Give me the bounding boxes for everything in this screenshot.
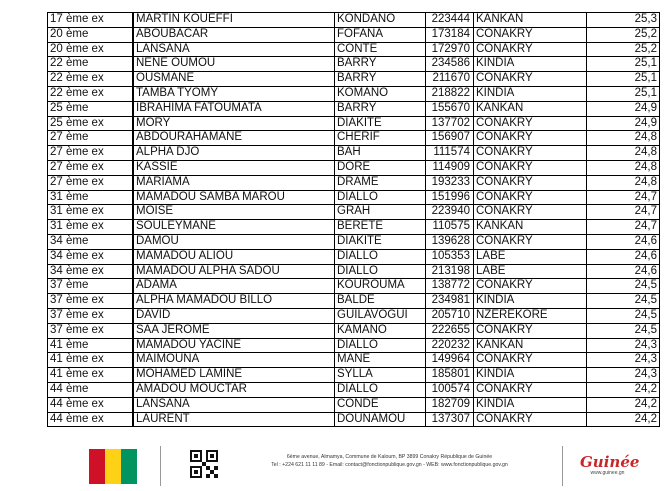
- rank-cell: 25 ème ex: [48, 116, 134, 131]
- id-cell: 139628: [426, 234, 474, 249]
- table-row: [48, 234, 660, 249]
- table-row: [48, 397, 660, 412]
- city-cell: KANKAN: [474, 338, 587, 353]
- last-name-cell: ABDOURAHAMANE: [133, 131, 335, 146]
- last-name-cell: MOISE: [133, 205, 335, 220]
- score-cell: 25,2: [587, 27, 660, 42]
- score-cell: 24,3: [587, 368, 660, 383]
- id-cell: 137307: [426, 412, 474, 427]
- score-cell: 24,6: [587, 234, 660, 249]
- first-name-cell: CONTE: [335, 42, 426, 57]
- last-name-cell: MAMADOU ALIOU: [133, 249, 335, 264]
- first-name-cell: DIAKITE: [335, 116, 426, 131]
- score-cell: 24,6: [587, 249, 660, 264]
- id-cell: 173184: [426, 27, 474, 42]
- last-name-cell: ABOUBACAR: [133, 27, 335, 42]
- footer-address: [232, 453, 547, 469]
- last-name-cell: LANSANA: [133, 42, 335, 57]
- first-name-cell: SYLLA: [335, 368, 426, 383]
- score-cell: 24,7: [587, 205, 660, 220]
- id-cell: 182709: [426, 397, 474, 412]
- score-cell: 24,8: [587, 175, 660, 190]
- last-name-cell: DAMOU: [133, 234, 335, 249]
- table-row: [48, 264, 660, 279]
- last-name-cell: DAVID: [133, 308, 335, 323]
- flag-stripe-green: [121, 449, 137, 484]
- score-cell: 24,3: [587, 353, 660, 368]
- score-cell: 24,8: [587, 160, 660, 175]
- first-name-cell: MANE: [335, 353, 426, 368]
- city-cell: CONAKRY: [474, 146, 587, 161]
- rank-cell: 34 ème ex: [48, 249, 134, 264]
- city-cell: KINDIA: [474, 397, 587, 412]
- city-cell: CONAKRY: [474, 27, 587, 42]
- score-cell: 24,5: [587, 279, 660, 294]
- first-name-cell: DIALLO: [335, 382, 426, 397]
- id-cell: 213198: [426, 264, 474, 279]
- last-name-cell: KASSIE: [133, 160, 335, 175]
- first-name-cell: CONDE: [335, 397, 426, 412]
- rank-cell: 25 ème: [48, 101, 134, 116]
- first-name-cell: DIAKITE: [335, 234, 426, 249]
- id-cell: 151996: [426, 190, 474, 205]
- score-cell: 25,3: [587, 13, 660, 28]
- city-cell: LABE: [474, 249, 587, 264]
- rank-cell: 41 ème ex: [48, 353, 134, 368]
- last-name-cell: AMADOU MOUCTAR: [133, 382, 335, 397]
- rank-cell: 37 ème ex: [48, 308, 134, 323]
- last-name-cell: NENE OUMOU: [133, 57, 335, 72]
- last-name-cell: MAMADOU YACINE: [133, 338, 335, 353]
- guinee-logo: [580, 453, 640, 477]
- score-cell: 24,5: [587, 323, 660, 338]
- table-row: [48, 190, 660, 205]
- city-cell: NZEREKORE: [474, 308, 587, 323]
- id-cell: 218822: [426, 86, 474, 101]
- score-cell: 24,2: [587, 412, 660, 427]
- rank-cell: 41 ème: [48, 338, 134, 353]
- id-cell: 211670: [426, 72, 474, 87]
- first-name-cell: DIALLO: [335, 190, 426, 205]
- first-name-cell: KOMANO: [335, 86, 426, 101]
- first-name-cell: DORE: [335, 160, 426, 175]
- table-row: [48, 42, 660, 57]
- rank-cell: 44 ème ex: [48, 412, 134, 427]
- first-name-cell: BARRY: [335, 72, 426, 87]
- first-name-cell: DIALLO: [335, 264, 426, 279]
- last-name-cell: MORY: [133, 116, 335, 131]
- city-cell: CONAKRY: [474, 323, 587, 338]
- logo-subtext: www.guinee.gn: [590, 470, 625, 476]
- city-cell: CONAKRY: [474, 42, 587, 57]
- rank-cell: 41 ème ex: [48, 368, 134, 383]
- score-cell: 24,3: [587, 338, 660, 353]
- first-name-cell: BAH: [335, 146, 426, 161]
- id-cell: 223444: [426, 13, 474, 28]
- city-cell: CONAKRY: [474, 175, 587, 190]
- footer-divider: [160, 446, 161, 486]
- table-row: [48, 131, 660, 146]
- first-name-cell: BALDE: [335, 294, 426, 309]
- id-cell: 137702: [426, 116, 474, 131]
- qr-code-icon: [190, 450, 218, 478]
- table-row: [48, 279, 660, 294]
- last-name-cell: LAURENT: [133, 412, 335, 427]
- last-name-cell: ALPHA MAMADOU BILLO: [133, 294, 335, 309]
- id-cell: 155670: [426, 101, 474, 116]
- city-cell: CONAKRY: [474, 190, 587, 205]
- id-cell: 193233: [426, 175, 474, 190]
- id-cell: 111574: [426, 146, 474, 161]
- score-cell: 24,6: [587, 264, 660, 279]
- id-cell: 222655: [426, 323, 474, 338]
- first-name-cell: GUILAVOGUI: [335, 308, 426, 323]
- first-name-cell: FOFANA: [335, 27, 426, 42]
- city-cell: CONAKRY: [474, 205, 587, 220]
- id-cell: 110575: [426, 220, 474, 235]
- flag-stripe-yellow: [105, 449, 121, 484]
- rank-cell: 20 ème ex: [48, 42, 134, 57]
- first-name-cell: DRAME: [335, 175, 426, 190]
- first-name-cell: KOUROUMA: [335, 279, 426, 294]
- first-name-cell: DOUNAMOU: [335, 412, 426, 427]
- last-name-cell: MOHAMED LAMINE: [133, 368, 335, 383]
- table-row: [48, 382, 660, 397]
- last-name-cell: ALPHA DJO: [133, 146, 335, 161]
- footer-divider: [562, 446, 563, 486]
- last-name-cell: MARIAMA: [133, 175, 335, 190]
- city-cell: KANKAN: [474, 101, 587, 116]
- city-cell: CONAKRY: [474, 353, 587, 368]
- rank-cell: 31 ème ex: [48, 220, 134, 235]
- first-name-cell: BARRY: [335, 101, 426, 116]
- id-cell: 105353: [426, 249, 474, 264]
- city-cell: KANKAN: [474, 13, 587, 28]
- city-cell: KINDIA: [474, 368, 587, 383]
- rank-cell: 44 ème: [48, 382, 134, 397]
- score-cell: 24,5: [587, 294, 660, 309]
- rank-cell: 27 ème: [48, 131, 134, 146]
- results-table-body: [48, 13, 660, 427]
- rank-cell: 22 ème ex: [48, 72, 134, 87]
- first-name-cell: BERETE: [335, 220, 426, 235]
- table-row: [48, 13, 660, 28]
- city-cell: CONAKRY: [474, 131, 587, 146]
- logo-text: Guinée: [580, 453, 640, 471]
- address-line-2: Tel : +224 621 11 11 89 - Email: contact@fonctionpublique.gov.gn - WEB: www.fonctionpublique.gov.gn: [271, 462, 508, 468]
- id-cell: 149964: [426, 353, 474, 368]
- table-row: [48, 368, 660, 383]
- rank-cell: 17 ème ex: [48, 13, 134, 28]
- table-row: [48, 338, 660, 353]
- city-cell: CONAKRY: [474, 116, 587, 131]
- city-cell: CONAKRY: [474, 234, 587, 249]
- flag-stripe-red: [89, 449, 105, 484]
- table-row: [48, 101, 660, 116]
- rank-cell: 44 ème ex: [48, 397, 134, 412]
- score-cell: 24,7: [587, 220, 660, 235]
- rank-cell: 37 ème: [48, 279, 134, 294]
- results-table: [47, 12, 660, 427]
- rank-cell: 37 ème ex: [48, 294, 134, 309]
- table-row: [48, 249, 660, 264]
- score-cell: 25,1: [587, 57, 660, 72]
- id-cell: 205710: [426, 308, 474, 323]
- first-name-cell: KONDANO: [335, 13, 426, 28]
- rank-cell: 34 ème: [48, 234, 134, 249]
- id-cell: 220232: [426, 338, 474, 353]
- table-row: [48, 220, 660, 235]
- id-cell: 223940: [426, 205, 474, 220]
- rank-cell: 34 ème ex: [48, 264, 134, 279]
- rank-cell: 20 ème: [48, 27, 134, 42]
- last-name-cell: ADAMA: [133, 279, 335, 294]
- first-name-cell: GRAH: [335, 205, 426, 220]
- score-cell: 24,2: [587, 382, 660, 397]
- rank-cell: 27 ème ex: [48, 146, 134, 161]
- table-row: [48, 353, 660, 368]
- table-row: [48, 308, 660, 323]
- city-cell: KANKAN: [474, 220, 587, 235]
- rank-cell: 37 ème ex: [48, 323, 134, 338]
- id-cell: 138772: [426, 279, 474, 294]
- table-row: [48, 412, 660, 427]
- score-cell: 24,9: [587, 101, 660, 116]
- first-name-cell: BARRY: [335, 57, 426, 72]
- guinea-flag-icon: [89, 449, 137, 484]
- city-cell: KINDIA: [474, 294, 587, 309]
- table-row: [48, 72, 660, 87]
- table-row: [48, 86, 660, 101]
- table-row: [48, 160, 660, 175]
- city-cell: CONAKRY: [474, 279, 587, 294]
- table-row: [48, 27, 660, 42]
- first-name-cell: KAMANO: [335, 323, 426, 338]
- city-cell: CONAKRY: [474, 382, 587, 397]
- id-cell: 100574: [426, 382, 474, 397]
- table-row: [48, 146, 660, 161]
- first-name-cell: DIALLO: [335, 249, 426, 264]
- city-cell: CONAKRY: [474, 412, 587, 427]
- table-row: [48, 57, 660, 72]
- last-name-cell: SOULEYMANE: [133, 220, 335, 235]
- id-cell: 114909: [426, 160, 474, 175]
- last-name-cell: SAA JEROME: [133, 323, 335, 338]
- last-name-cell: MAIMOUNA: [133, 353, 335, 368]
- score-cell: 24,8: [587, 146, 660, 161]
- id-cell: 234981: [426, 294, 474, 309]
- rank-cell: 27 ème ex: [48, 175, 134, 190]
- rank-cell: 22 ème ex: [48, 86, 134, 101]
- score-cell: 24,7: [587, 190, 660, 205]
- last-name-cell: TAMBA TYOMY: [133, 86, 335, 101]
- city-cell: CONAKRY: [474, 72, 587, 87]
- score-cell: 25,1: [587, 86, 660, 101]
- first-name-cell: CHERIF: [335, 131, 426, 146]
- rank-cell: 22 ème: [48, 57, 134, 72]
- city-cell: KINDIA: [474, 86, 587, 101]
- last-name-cell: MAMADOU ALPHA SADOU: [133, 264, 335, 279]
- score-cell: 25,1: [587, 72, 660, 87]
- last-name-cell: OUSMANE: [133, 72, 335, 87]
- first-name-cell: DIALLO: [335, 338, 426, 353]
- score-cell: 24,9: [587, 116, 660, 131]
- score-cell: 24,2: [587, 397, 660, 412]
- table-row: [48, 323, 660, 338]
- page-footer: [0, 440, 668, 491]
- table-row: [48, 175, 660, 190]
- rank-cell: 31 ème: [48, 190, 134, 205]
- address-line-1: 6ème avenue, Almamya, Commune de Kaloum, BP 3899 Conakry République de Guinée: [286, 454, 493, 460]
- last-name-cell: MARTIN KOUEFFI: [133, 13, 335, 28]
- city-cell: KINDIA: [474, 57, 587, 72]
- last-name-cell: LANSANA: [133, 397, 335, 412]
- table-row: [48, 294, 660, 309]
- id-cell: 172970: [426, 42, 474, 57]
- id-cell: 185801: [426, 368, 474, 383]
- table-row: [48, 116, 660, 131]
- city-cell: LABE: [474, 264, 587, 279]
- last-name-cell: MAMADOU SAMBA MAROU: [133, 190, 335, 205]
- id-cell: 156907: [426, 131, 474, 146]
- score-cell: 24,5: [587, 308, 660, 323]
- last-name-cell: IBRAHIMA FATOUMATA: [133, 101, 335, 116]
- table-row: [48, 205, 660, 220]
- id-cell: 234586: [426, 57, 474, 72]
- city-cell: CONAKRY: [474, 160, 587, 175]
- score-cell: 24,8: [587, 131, 660, 146]
- rank-cell: 27 ème ex: [48, 160, 134, 175]
- score-cell: 25,2: [587, 42, 660, 57]
- rank-cell: 31 ème ex: [48, 205, 134, 220]
